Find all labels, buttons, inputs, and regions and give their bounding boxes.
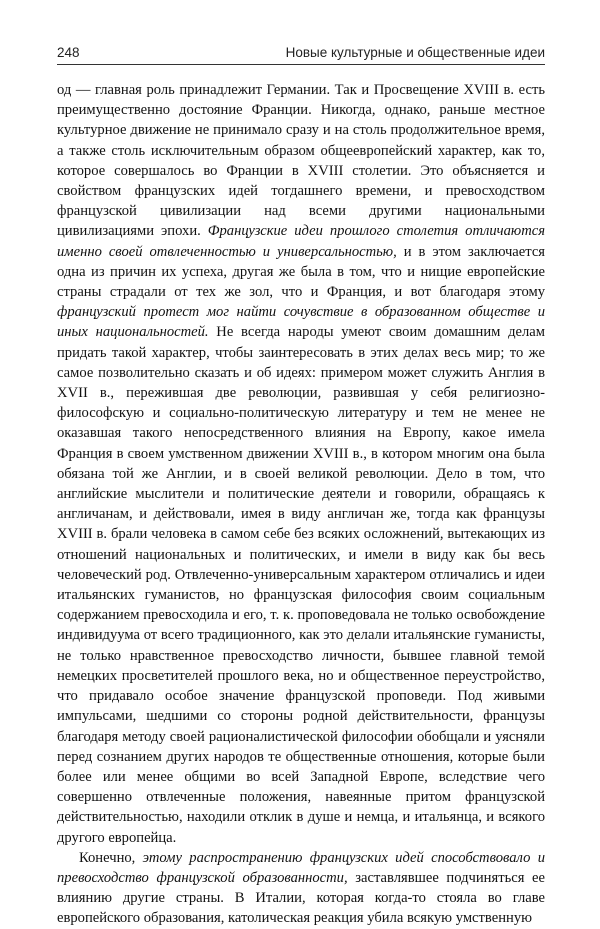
body-text [57, 80, 545, 929]
text-run: заставлявшее подчиняться ее влиянию другие страны. В Италии, которая когда-то стояла во главе европейского образования, католическая реакция убила всякую умственную [57, 869, 546, 927]
italic-text-run: французский протест мог найти сочувствие в образованном обществе и иных национальностей. [57, 304, 545, 341]
page-header [57, 41, 545, 61]
header-rule [57, 64, 545, 65]
page-number: 248 [57, 45, 80, 60]
italic-text-run: Французские идеи прошлого столетия отличаются именно своей отвлеченностью и универсальностью, [57, 223, 545, 260]
paragraph [57, 848, 545, 929]
text-run: и в этом заключается одна из причин их успеха, другая же была в том, что и нищие европейские страны страдали от тех же зол, что и Франция, и вот благодаря этому [57, 243, 546, 301]
text-run: Конечно, [79, 849, 143, 866]
running-head: Новые культурные и общественные идеи [285, 45, 545, 60]
text-run: од — главная роль принадлежит Германии. Так и Просвещение XVIII в. есть преимущественно достояние Франции. Никогда, однако, раньше местное культурное движение не принимало сразу и на столь продолжительное время, а также столь исключительным образом общеевропейский характер, как то, которое совершалось во Франции в XVIII столетии. Это объясняется и свойством французских идей тогдашнего времени, и превосходством французской цивилизации над всеми другими национальными цивилизациями эпохи. [57, 82, 545, 240]
paragraph [57, 80, 545, 848]
text-run: Не всегда народы умеют своим домашним делам придать такой характер, чтобы заинтересовать в этих делах весь мир; то же самое позволительно сказать и об идеях: примером может служить Англия в XVII в., пережившая две революции, развившая у себя религиозно-философскую и социально-политическую литературу и тем не менее не оказавшая такого непосредственного влияния на Европу, какое имела Франция в своем умственном движении XVIII в., в котором многим она была обязана той же Англии, и в своей великой революции. Дело в том, что английские мыслители и политические деятели и говорили, обращаясь к англичанам, и действовали, имея в виду англичан же, тогда как французы XVIII в. брали человека в самом себе без всяких осложнений, вытекающих из отношений национальных и политических, и имели в виду как бы весь человеческий род. Отвлеченно-универсальным характером отличались и идеи итальянских гуманистов, но французская философия своим социальным содержанием превосходила и его, т. к. проповедовала не только освобождение индивидуума от всего традиционного, как это делали итальянские гуманисты, не только нравственное превосходство личности, бывшее главной темой немецких просветителей прошлого века, но и общественное переустройство, что придавало особое значение французской проповеди. Под живыми импульсами, шедшими со стороны родной действительности, французы благодаря методу своей рационалистической философии обобщали и уясняли перед сознанием других народов те общественные отношения, которые были более или менее общими во всей Западной Европе, вследствие чего совершенно отвлеченные положения, навеянные притом французской действительностью, находили отклик в душе и немца, и итальянца, и всякого другого европейца. [57, 324, 545, 846]
italic-text-run: этому распространению французских идей способствовало и превосходство французской образованности, [57, 849, 545, 886]
